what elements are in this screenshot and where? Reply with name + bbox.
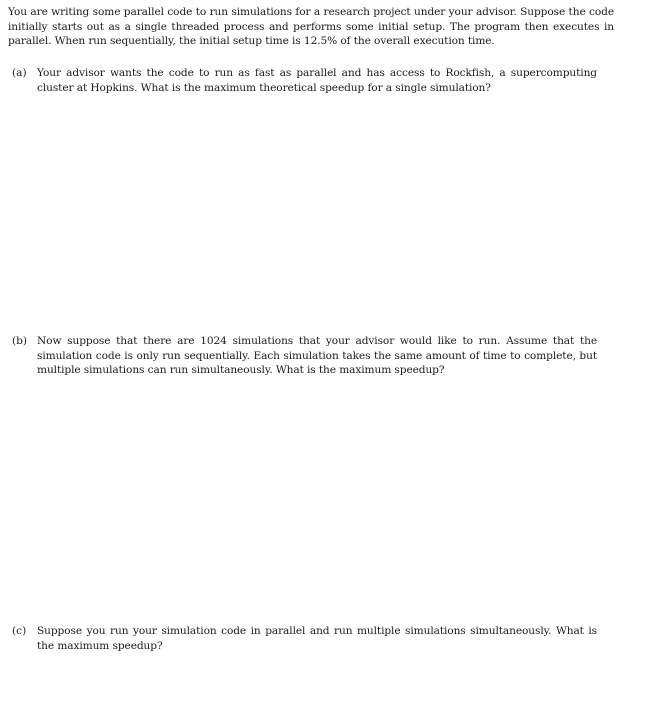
- question-a-text: Your advisor wants the code to run as fast as parallel and has access to Rockfish, a supercomputing cluster at Hopkins. What is the maximum theoretical speedup for a single simulation?: [37, 67, 597, 94]
- problem-intro: You are writing some parallel code to run simulations for a research project under your advisor. Suppose the code initially starts out as a single threaded process and performs some initial setup. The program then executes in parallel. When run sequentially, the initial setup time is 12.5% of the overall execution time.: [8, 6, 614, 47]
- question-c-label: (c): [12, 625, 27, 637]
- question-b-text: Now suppose that there are 1024 simulations that your advisor would like to run. Assume that the simulation code is only run sequentially. Each simulation takes the same amount of time to complete, but multiple simulations can run simultaneously. What is the maximum speedup?: [37, 335, 597, 376]
- question-a-label: (a): [12, 67, 27, 79]
- question-c-text: Suppose you run your simulation code in parallel and run multiple simulations simultaneously. What is the maximum speedup?: [37, 625, 597, 652]
- question-b-label: (b): [12, 335, 28, 347]
